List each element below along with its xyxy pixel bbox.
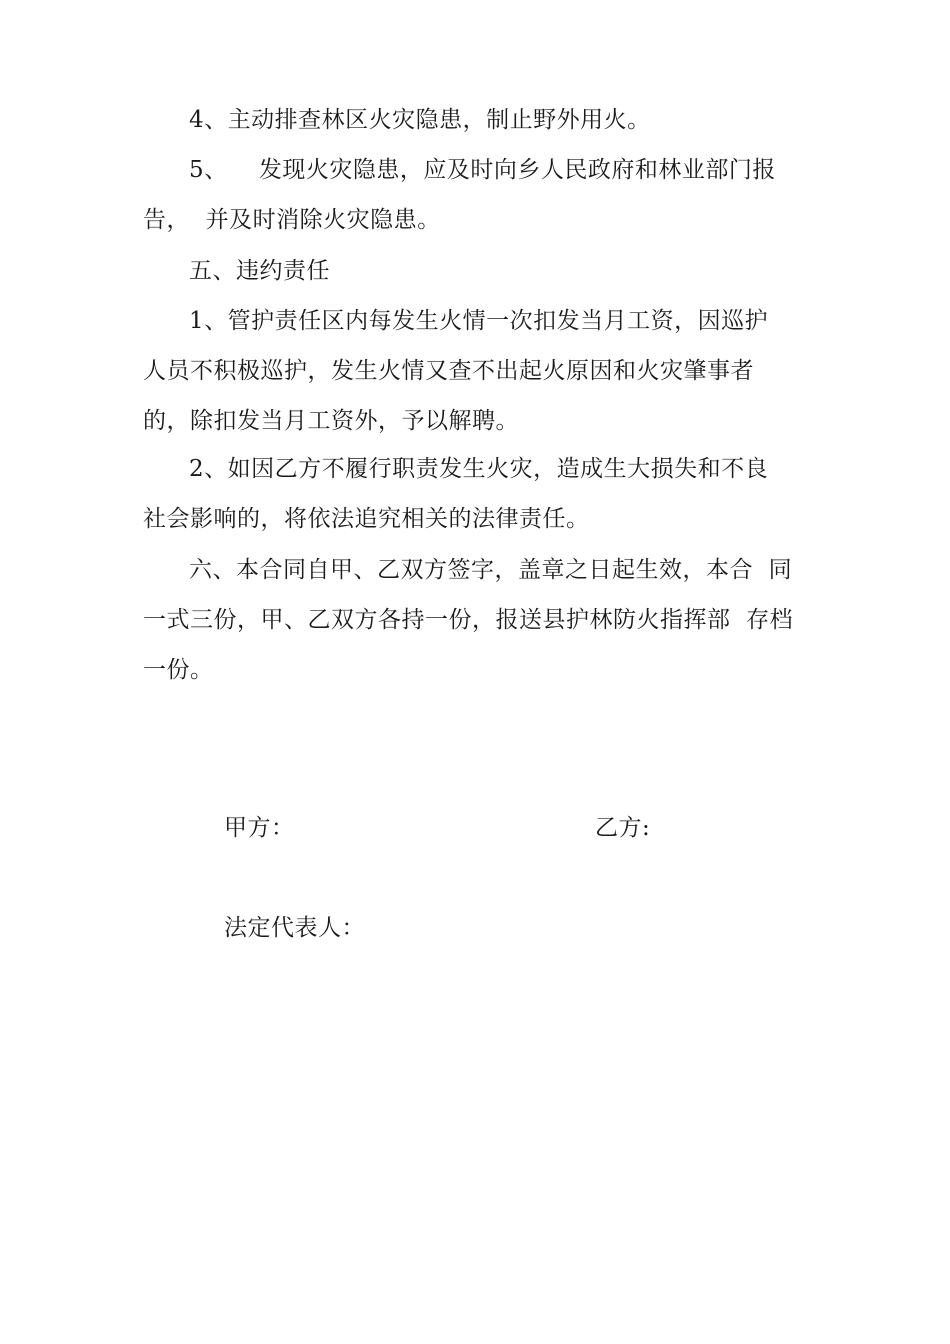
text-line: 2、如因乙方不履行职责发生火灾，造成生大损失和不良 xyxy=(189,456,769,482)
paragraph-liability-1 xyxy=(143,296,818,446)
paragraph-section-6 xyxy=(143,545,818,695)
text-line: 五、违约责任 xyxy=(189,258,330,284)
text-line: 告， 并及时消除火灾隐患。 xyxy=(143,207,441,233)
section-heading-breach-liability xyxy=(143,246,818,296)
text-line: 的，除扣发当月工资外，予以解聘。 xyxy=(143,408,519,434)
text-line: 社会影响的，将依法追究相关的法律责任。 xyxy=(143,506,590,532)
text-line: 人员不积极巡护，发生火情又查不出起火原因和火灾肇事者 xyxy=(143,358,754,384)
text-line: 4、主动排查林区火灾隐患，制止野外用火。 xyxy=(189,107,651,133)
text-line: 5、 发现火灾隐患，应及时向乡人民政府和林业部门报 xyxy=(189,157,776,183)
paragraph-item-5 xyxy=(143,145,818,245)
legal-representative-label: 法定代表人： xyxy=(224,915,365,941)
paragraph-item-4 xyxy=(143,95,818,145)
party-b-label: 乙方: xyxy=(595,815,651,841)
text-line: 1、管护责任区内每发生火情一次扣发当月工资，因巡护 xyxy=(189,308,769,334)
text-line: 一式三份，甲、乙双方各持一份，报送县护林防火指挥部 存档 xyxy=(143,607,794,633)
text-line: 六、本合同自甲、乙双方签字，盖章之日起生效，本合 同 xyxy=(189,557,793,583)
text-line: 一份。 xyxy=(143,657,214,683)
paragraph-liability-2 xyxy=(143,444,818,544)
party-a-label: 甲方： xyxy=(224,815,295,841)
